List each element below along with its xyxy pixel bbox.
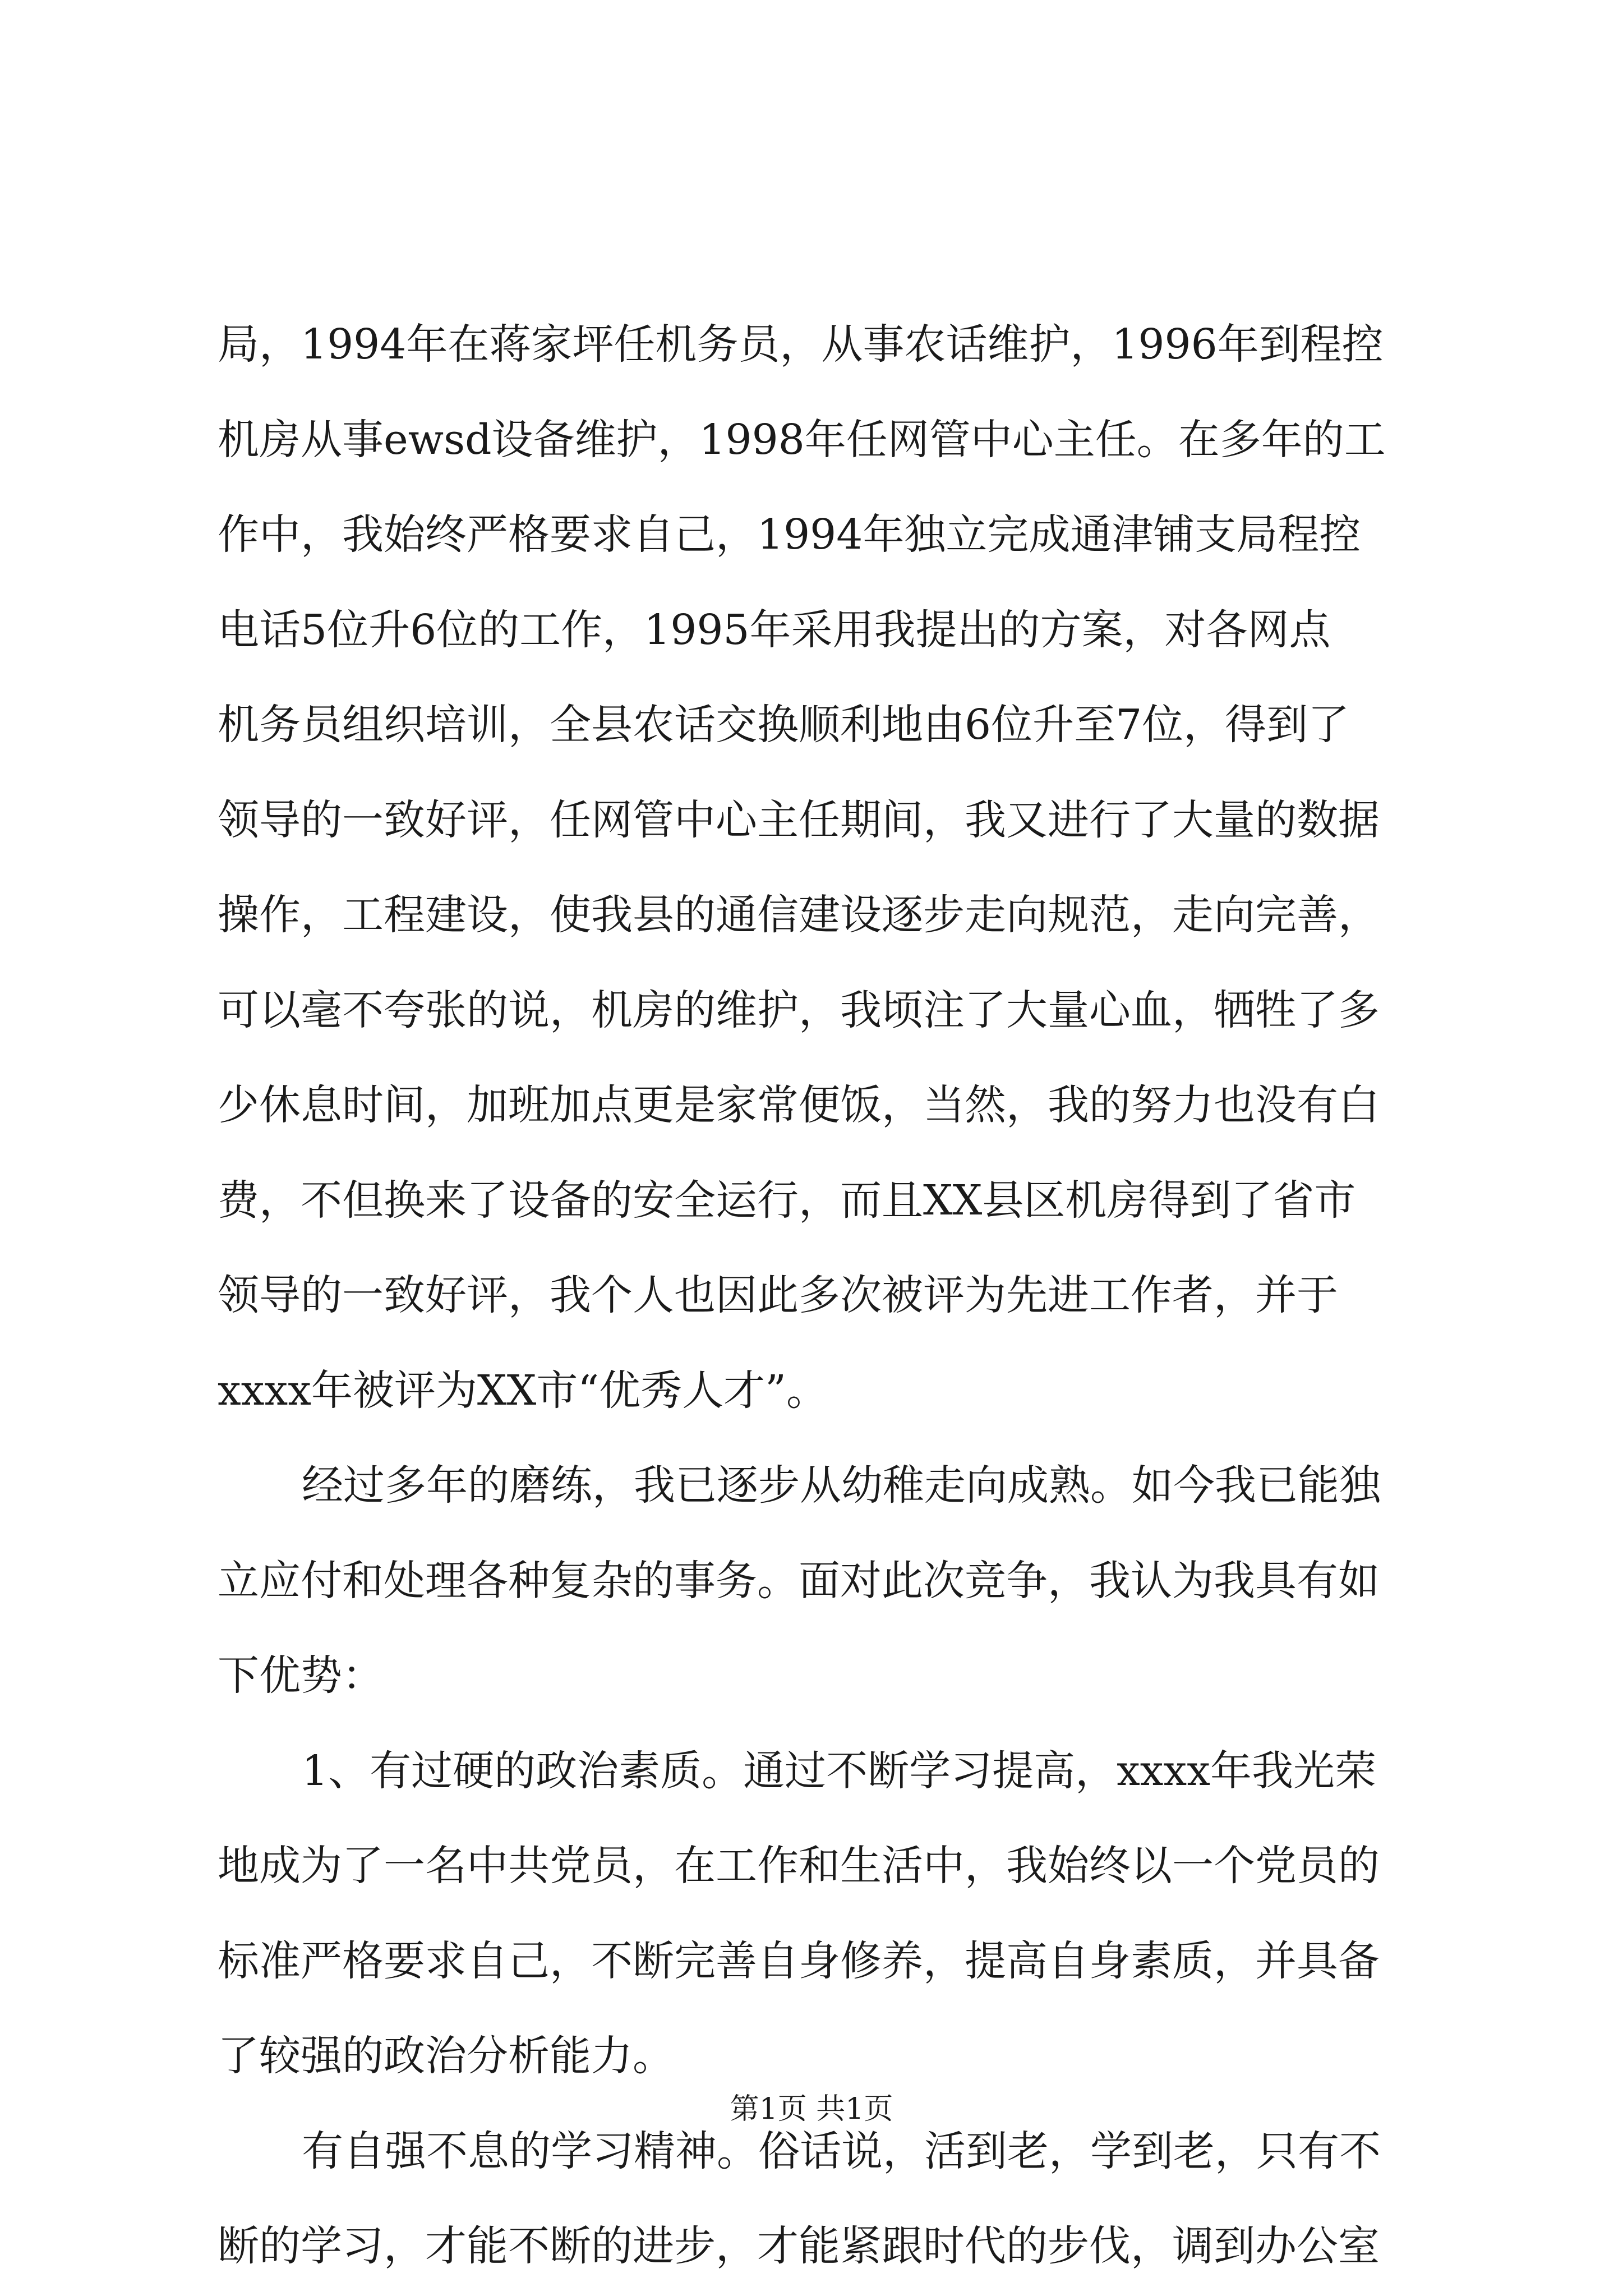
document-body [218, 297, 1418, 2294]
text-line: 下优势： [218, 1651, 384, 1700]
text-line: 机房从事ewsd设备维护，1998年任网管中心主任。在多年的工 [218, 415, 1386, 464]
text-line: 地成为了一名中共党员，在工作和生活中，我始终以一个党员的 [218, 1842, 1380, 1890]
text-line: xxxx年被评为XX市“优秀人才”。 [218, 1366, 828, 1415]
text-line: 费，不但换来了设备的安全运行，而且XX县区机房得到了省市 [218, 1176, 1356, 1225]
text-line: 领导的一致好评，我个人也因此多次被评为先进工作者，并于 [218, 1271, 1338, 1319]
text-line: 立应付和处理各种复杂的事务。面对此次竞争，我认为我具有如 [218, 1556, 1380, 1605]
text-line: 断的学习，才能不断的进步，才能紧跟时代的步伐，调到办公室 [218, 2222, 1380, 2270]
page-number: 第1页 共1页 [730, 2092, 893, 2126]
text-line: 标准严格要求自己，不断完善自身修养，提高自身素质，并具备 [218, 1936, 1380, 1985]
text-line: 可以毫不夸张的说，机房的维护，我顷注了大量心血，牺牲了多 [218, 986, 1380, 1034]
text-line: 作中，我始终严格要求自己，1994年独立完成通津铺支局程控 [218, 510, 1361, 559]
text-line: 领导的一致好评，任网管中心主任期间，我又进行了大量的数据 [218, 795, 1380, 844]
page-footer [0, 2087, 1623, 2132]
paragraph-first-line: 1、有过硬的政治素质。通过不断学习提高，xxxx年我光荣 [302, 1746, 1377, 1795]
text-line: 操作，工程建设，使我县的通信建设逐步走向规范，走向完善， [218, 891, 1380, 939]
text-line: 电话5位升6位的工作，1995年采用我提出的方案，对各网点 [218, 605, 1331, 654]
text-line: 了较强的政治分析能力。 [218, 2032, 674, 2080]
text-line: 少休息时间，加班加点更是家常便饭，当然，我的努力也没有白 [218, 1081, 1380, 1129]
text-line: 机务员组织培训，全县农话交换顺利地由6位升至7位，得到了 [218, 701, 1350, 749]
text-line: 局，1994年在蒋家坪任机务员，从事农话维护，1996年到程控 [218, 320, 1384, 369]
paragraph-first-line: 经过多年的磨练，我已逐步从幼稚走向成熟。如今我已能独 [302, 1461, 1381, 1510]
paragraph-first-line: 有自强不息的学习精神。俗话说，活到老，学到老，只有不 [302, 2127, 1381, 2175]
